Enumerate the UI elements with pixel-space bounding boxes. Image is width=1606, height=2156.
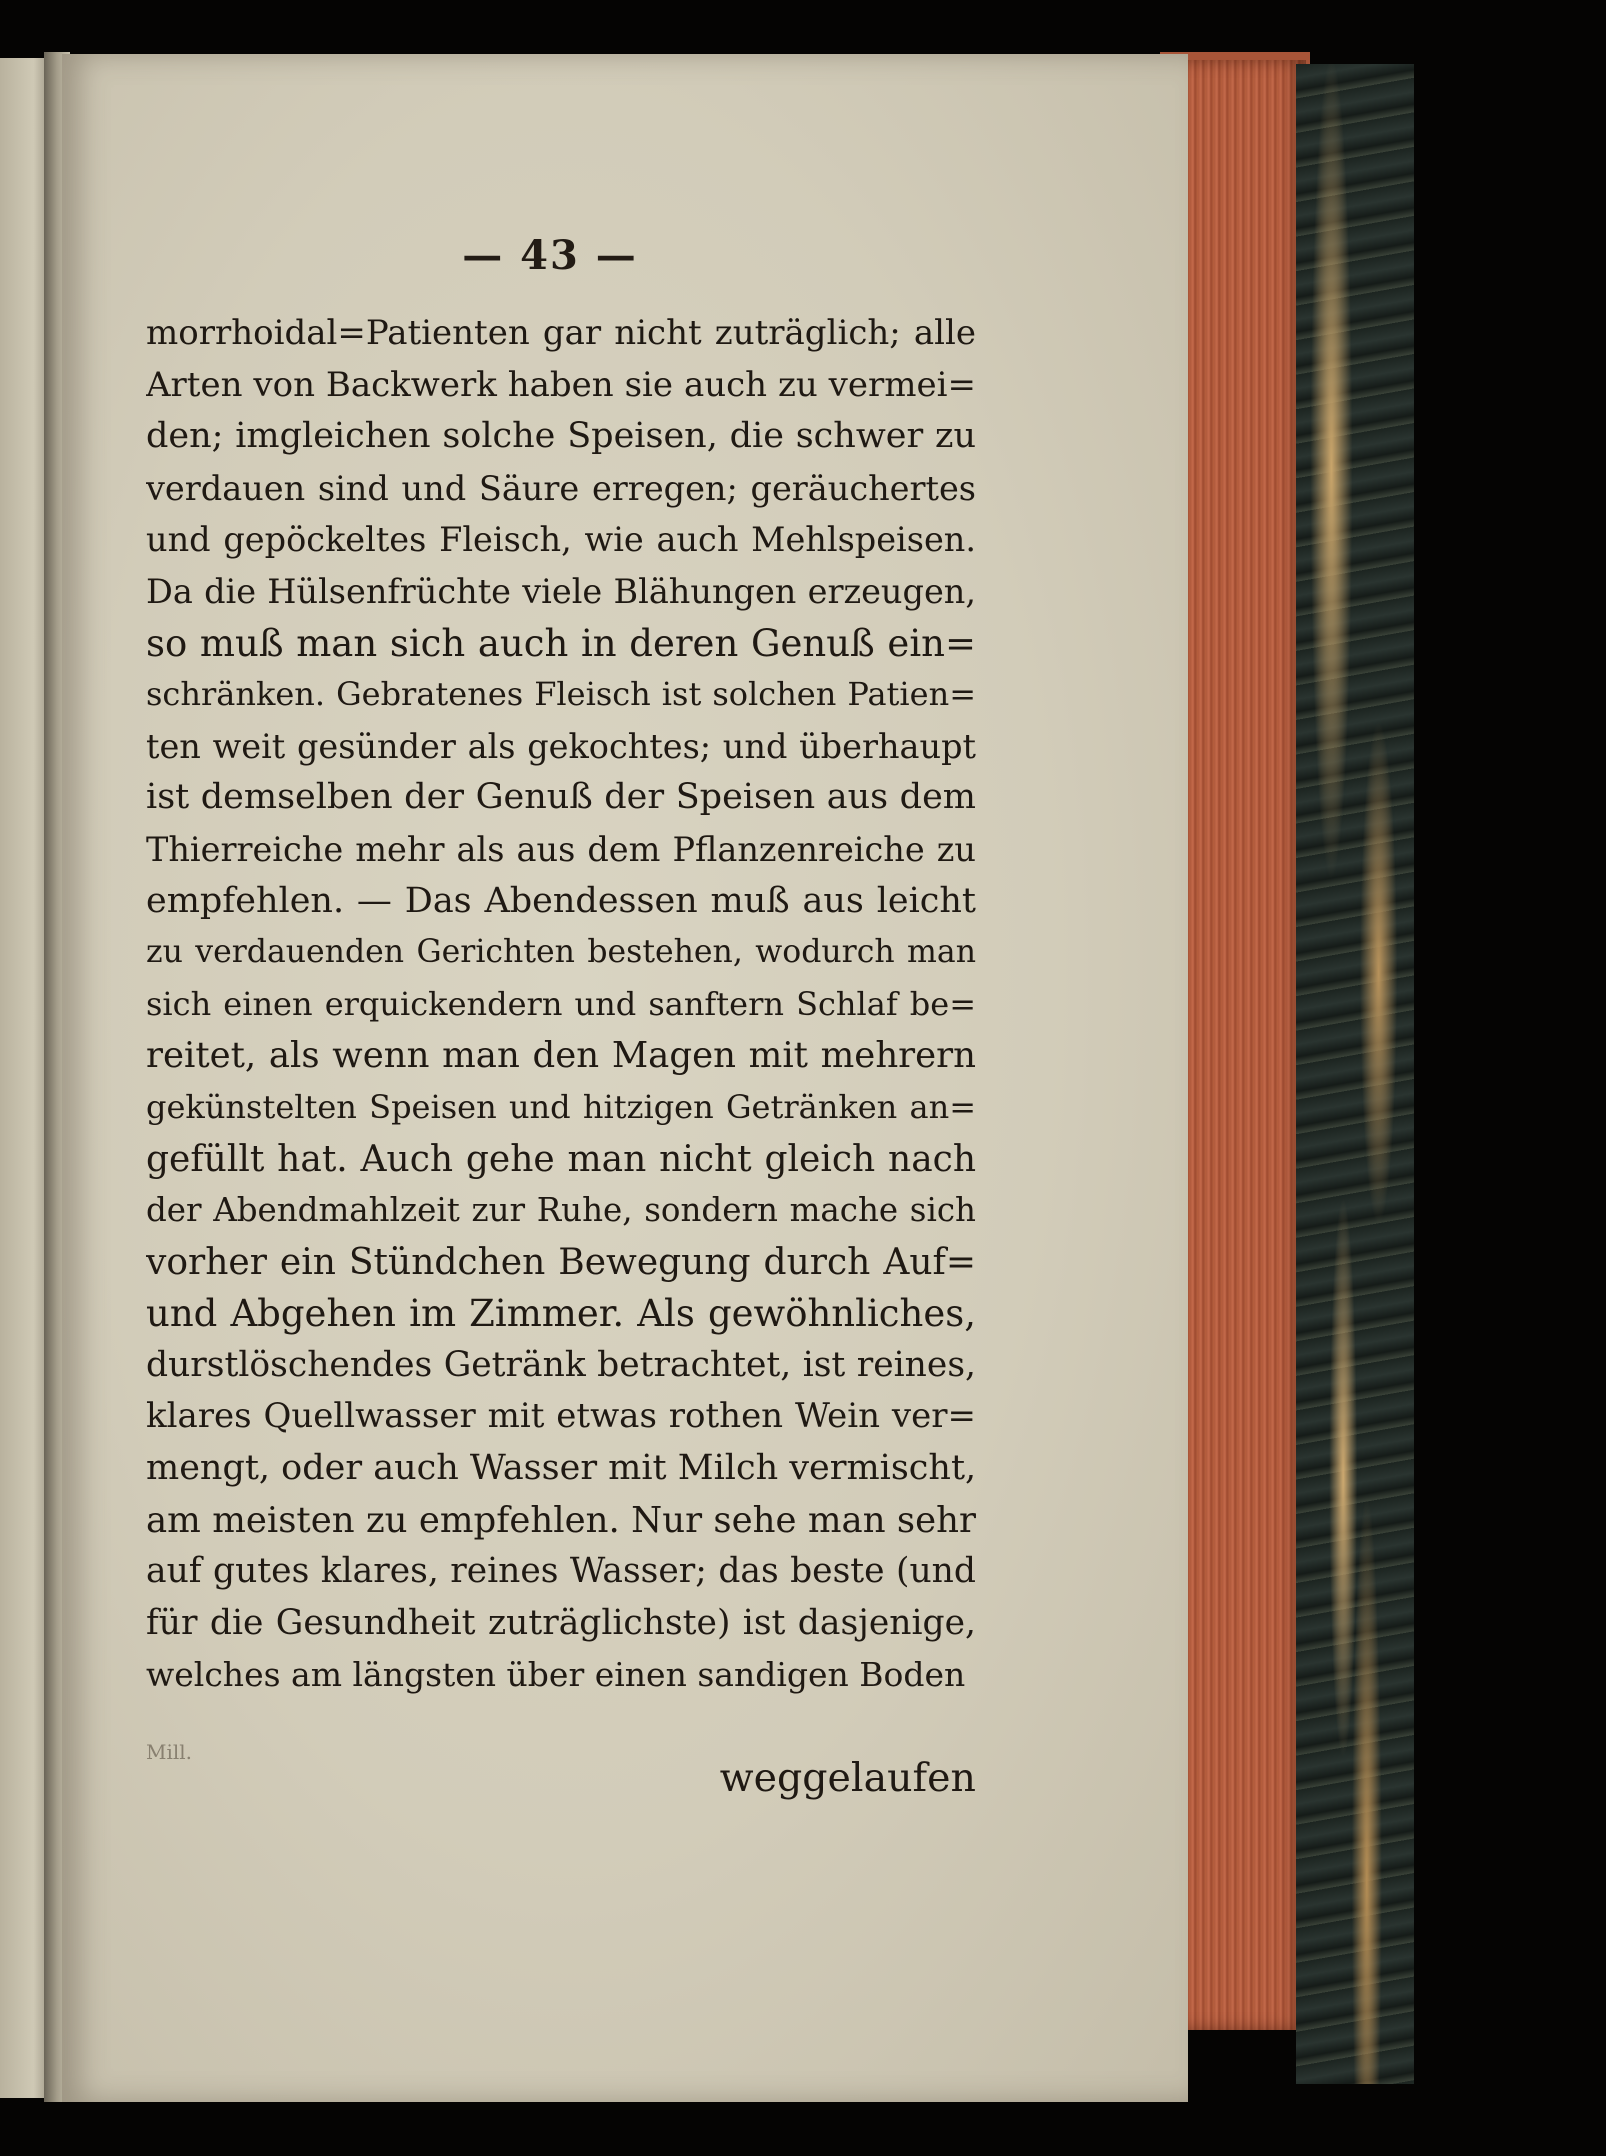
text-line: mengt, oder auch Wasser mit Milch vermischt, [146,1448,976,1489]
text-line: für die Gesundheit zuträglichste) ist dasjenige, [146,1602,976,1643]
catchword: weggelaufen [719,1755,976,1801]
text-line: Da die Hülsenfrüchte viele Blähungen erzeugen, [146,571,976,611]
text-line: morrhoidal=Patienten gar nicht zuträglich; alle [146,313,976,353]
text-line: und Abgehen im Zimmer. Als gewöhnliches, [146,1292,976,1336]
text-line: gekünstelten Speisen und hitzigen Getränken an= [146,1087,976,1126]
text-line: schränken. Gebratenes Fleisch ist solchen Patien= [146,675,976,714]
text-line: empfehlen. — Das Abendessen muß aus leicht [146,880,976,921]
text-body [146,308,976,1701]
text-line: Thierreiche mehr als aus dem Pflanzenreiche zu [146,829,976,869]
marbled-cover-board [1296,64,1414,2084]
text-line: so muß man sich auch in deren Genuß ein= [146,621,976,665]
signature-mark: Mill. [146,1740,193,1764]
text-line: Arten von Backwerk haben sie auch zu vermei= [146,364,976,405]
text-line: und gepöckeltes Fleisch, wie auch Mehlspeisen. [146,520,976,560]
text-line: sich einen erquickendern und sanftern Schlaf be= [146,984,976,1023]
text-line: den; imgleichen solche Speisen, die schwer zu [146,416,976,457]
text-line: welches am längsten über einen sandigen Boden [146,1655,966,1695]
text-line: ist demselben der Genuß der Speisen aus dem [146,777,976,818]
page-number: — 43 — [462,232,638,279]
text-line: reitet, als wenn man den Magen mit mehrern [146,1035,976,1077]
text-line: zu verdauenden Gerichten bestehen, wodurch man [146,934,976,971]
text-line: ten weit gesünder als gekochtes; und überhaupt [146,726,976,766]
text-line: am meisten zu empfehlen. Nur sehe man sehr [146,1499,976,1541]
text-line: vorher ein Stündchen Bewegung durch Auf= [146,1241,976,1283]
text-line: durstlöschendes Getränk betrachtet, ist reines, [146,1344,976,1385]
text-line: auf gutes klares, reines Wasser; das beste (und [146,1551,976,1592]
text-line: klares Quellwasser mit etwas rothen Wein ver= [146,1396,976,1437]
text-line: verdauen sind und Säure erregen; geräuchertes [146,468,976,508]
text-line: der Abendmahlzeit zur Ruhe, sondern mache sich [146,1191,976,1230]
text-line: gefüllt hat. Auch gehe man nicht gleich nach [146,1138,976,1180]
